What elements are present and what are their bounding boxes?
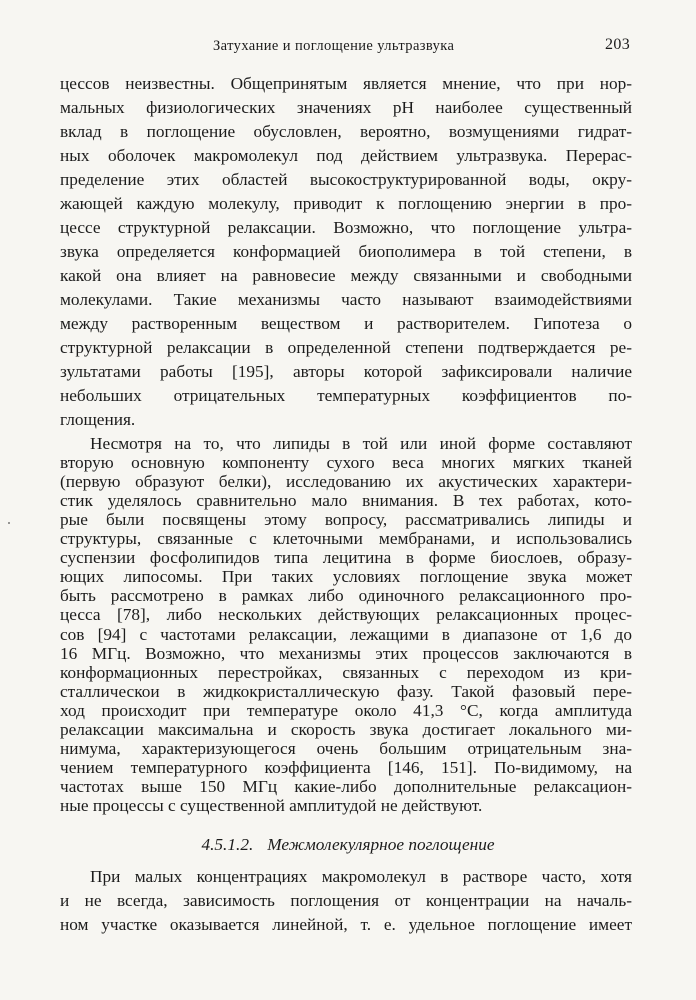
text-line: мальных физиологических значениях pH наиболее существенный — [60, 98, 632, 117]
text-line: чением температурного коэффициента [146, 151]. По-видимому, на — [60, 758, 632, 777]
text-line: нимума, характеризующегося очень большим отрицательным зна- — [60, 739, 632, 758]
scan-speck — [8, 522, 10, 524]
text-line: релаксации максимальна и скорость звука достигает локального ми- — [60, 720, 632, 739]
text-line: небольших отрицательных температурных коэффициентов по- — [60, 386, 632, 405]
text-line: молекулами. Такие механизмы часто называют взаимодействиями — [60, 290, 632, 309]
text-line: ные процессы с существенной амплитудой не действуют. — [60, 796, 483, 815]
text-line: (первую образуют белки), исследованию их акустических характери- — [60, 472, 632, 491]
text-line: звука определяется конформацией биополимера в той степени, в — [60, 242, 632, 261]
text-line: ных оболочек макромолекул под действием ультразвука. Перерас- — [60, 146, 632, 165]
text-line: ход происходит при температуре около 41,3 °С, когда амплитуда — [60, 701, 632, 720]
text-line: рые были посвящены этому вопросу, рассматривались липиды и — [60, 510, 632, 529]
text-line: между растворенным веществом и растворителем. Гипотеза о — [60, 314, 632, 333]
text-line: частотах выше 150 МГц какие-либо дополнительные релаксацион- — [60, 777, 632, 796]
text-line: 16 МГц. Возможно, что механизмы этих процессов заключаются в — [60, 644, 632, 663]
text-line: и не всегда, зависимость поглощения от концентрации на началь- — [60, 891, 632, 910]
section-number: 4.5.1.2. — [201, 835, 254, 854]
running-head-title: Затухание и поглощение ультразвука — [213, 38, 455, 54]
text-line: суспензии фосфолипидов типа лецитина в форме биослоев, образу- — [60, 548, 632, 567]
text-line: вторую основную компоненту сухого веса многих мягких тканей — [60, 453, 632, 472]
text-line: зультатами работы [195], авторы которой зафиксировали наличие — [60, 362, 632, 381]
text-line: цессов неизвестны. Общепринятым является мнение, что при нор- — [60, 74, 632, 93]
text-line: пределение этих областей высокоструктурированной воды, окру- — [60, 170, 632, 189]
text-line: какой она влияет на равновесие между связанными и свободными — [60, 266, 632, 285]
text-line: глощения. — [60, 410, 136, 429]
text-line: быть рассмотрено в рамках либо одиночного релаксационного про- — [60, 586, 632, 605]
page-number: 203 — [605, 36, 631, 53]
text-line: ном участке оказывается линейной, т. е. удельное поглощение имеет — [60, 915, 632, 934]
text-line: вклад в поглощение обусловлен, вероятно, возмущениями гидрат- — [60, 122, 632, 141]
text-line: сталлическои в жидкокристаллическую фазу. Такой фазовый пере- — [60, 682, 632, 701]
text-line: ющих липосомы. При таких условиях поглощение звука может — [60, 567, 632, 586]
text-line: цессе структурной релаксации. Возможно, что поглощение ультра- — [60, 218, 632, 237]
section-heading — [0, 834, 696, 856]
running-head — [0, 38, 696, 60]
text-line: структурной релаксации в определенной степени подтверждается ре- — [60, 338, 632, 357]
text-line: стик уделялось сравнительно мало внимания. В тех работах, кото- — [60, 491, 632, 510]
text-line: жающей каждую молекулу, приводит к поглощению энергии в про- — [60, 194, 632, 213]
section-title: Межмолекулярное поглощение — [267, 835, 495, 854]
text-line: цесса [78], либо нескольких действующих релаксационных процес- — [60, 605, 632, 624]
text-line: конформационных перестройках, связанных с переходом из кри- — [60, 663, 632, 682]
text-line: сов [94] с частотами релаксации, лежащими в диапазоне от 1,6 до — [60, 625, 632, 644]
text-line: Несмотря на то, что липиды в той или иной форме составляют — [90, 434, 632, 453]
text-line: При малых концентрациях макромолекул в растворе часто, хотя — [90, 867, 632, 886]
text-line: структуры, связанные с клеточными мембранами, и использовались — [60, 529, 632, 548]
